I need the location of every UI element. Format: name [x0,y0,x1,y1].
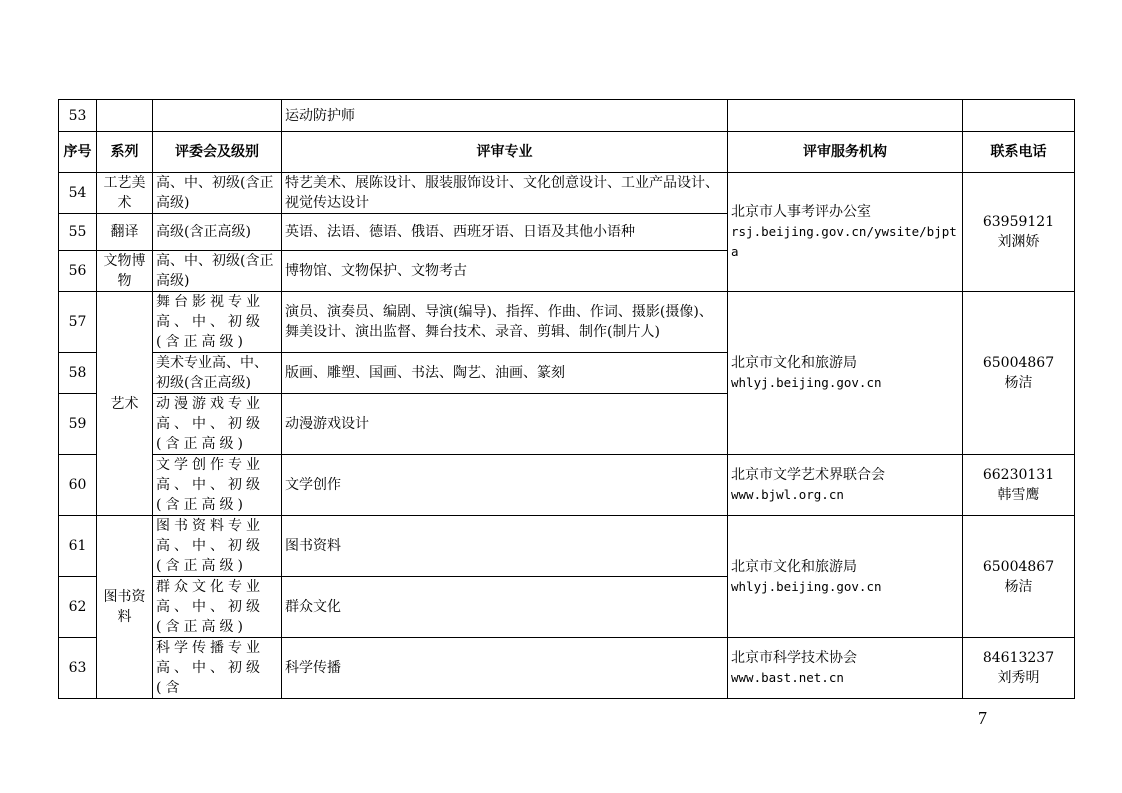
header-phone: 联系电话 [963,132,1075,173]
phone-number: 84613237 [982,650,1055,666]
committee-cell: 舞台影视专业高、中、初级(含正高级) [153,292,282,353]
committee-cell: 群众文化专业高、中、初级(含正高级) [153,577,282,638]
specialty-cell: 运动防护师 [282,100,728,132]
header-row [59,132,1075,173]
table-row [59,173,1075,214]
phone-number: 66230131 [982,467,1055,483]
table-row [59,638,1075,699]
committee-cell: 高级(含正高级) [153,214,282,251]
committee-cell [153,100,282,132]
header-specialty: 评审专业 [282,132,728,173]
page-number: 7 [978,708,987,728]
qualification-table [58,99,1075,699]
row-number: 53 [59,100,97,132]
specialty-cell: 动漫游戏设计 [282,394,728,455]
specialty-cell: 特艺美术、展陈设计、服装服饰设计、文化创意设计、工业产品设计、视觉传达设计 [282,173,728,214]
series-cell: 翻译 [97,214,153,251]
row-number: 63 [59,638,97,699]
contact-name: 杨洁 [1004,375,1033,391]
row-number: 60 [59,455,97,516]
contact-name: 韩雪鹰 [997,487,1040,503]
table-row [59,292,1075,353]
specialty-cell: 图书资料 [282,516,728,577]
phone-cell [963,100,1075,132]
phone-cell [963,638,1075,699]
phone-cell [963,516,1075,638]
header-agency: 评审服务机构 [728,132,963,173]
series-cell: 图书资料 [97,516,153,699]
specialty-cell: 版画、雕塑、国画、书法、陶艺、油画、篆刻 [282,353,728,394]
row-number: 62 [59,577,97,638]
row-number: 56 [59,251,97,292]
specialty-cell: 文学创作 [282,455,728,516]
committee-cell: 动漫游戏专业高、中、初级(含正高级) [153,394,282,455]
agency-url: www.bjwl.org.cn [731,487,844,502]
series-cell [97,100,153,132]
committee-cell: 高、中、初级(含正高级) [153,173,282,214]
specialty-cell: 科学传播 [282,638,728,699]
agency-cell [728,100,963,132]
phone-number: 65004867 [982,558,1055,575]
agency-url: rsj.beijing.gov.cn/ywsite/bjpta [731,224,957,259]
phone-cell [963,173,1075,292]
contact-name: 刘渊娇 [997,234,1040,250]
row-number: 58 [59,353,97,394]
table-row [59,455,1075,516]
specialty-cell: 博物馆、文物保护、文物考古 [282,251,728,292]
agency-name: 北京市文化和旅游局 [731,558,857,575]
committee-cell: 文学创作专业高、中、初级(含正高级) [153,455,282,516]
row-number: 54 [59,173,97,214]
series-cell: 工艺美术 [97,173,153,214]
contact-name: 刘秀明 [997,670,1040,686]
agency-url: www.bast.net.cn [731,670,844,685]
agency-url: whlyj.beijing.gov.cn [731,375,882,390]
specialty-cell: 群众文化 [282,577,728,638]
agency-cell [728,292,963,455]
row-number: 57 [59,292,97,353]
phone-cell [963,292,1075,455]
series-cell: 艺术 [97,292,153,516]
committee-cell: 图书资料专业高、中、初级(含正高级) [153,516,282,577]
header-committee: 评委会及级别 [153,132,282,173]
agency-name: 北京市文学艺术界联合会 [731,467,885,483]
row-number: 55 [59,214,97,251]
agency-name: 北京市科学技术协会 [731,650,857,666]
row-number: 61 [59,516,97,577]
agency-cell [728,455,963,516]
agency-cell [728,638,963,699]
agency-name: 北京市文化和旅游局 [731,355,857,371]
agency-url: whlyj.beijing.gov.cn [731,578,882,594]
phone-cell [963,455,1075,516]
series-cell: 文物博物 [97,251,153,292]
committee-cell: 高、中、初级(含正高级) [153,251,282,292]
phone-number: 65004867 [982,355,1055,371]
table-row [59,516,1075,577]
agency-name: 北京市人事考评办公室 [731,204,871,220]
committee-cell: 科学传播专业高、中、初级(含 [153,638,282,699]
specialty-cell: 英语、法语、德语、俄语、西班牙语、日语及其他小语种 [282,214,728,251]
row-number: 59 [59,394,97,455]
specialty-cell: 演员、演奏员、编剧、导演(编导)、指挥、作曲、作词、摄影(摄像)、舞美设计、演出监督、舞台技术、录音、剪辑、制作(制片人) [282,292,728,353]
header-seq: 序号 [59,132,97,173]
agency-cell [728,516,963,638]
header-series: 系列 [97,132,153,173]
table-row [59,100,1075,132]
agency-cell [728,173,963,292]
contact-name: 杨洁 [1004,578,1033,595]
phone-number: 63959121 [982,214,1055,230]
committee-cell: 美术专业高、中、初级(含正高级) [153,353,282,394]
